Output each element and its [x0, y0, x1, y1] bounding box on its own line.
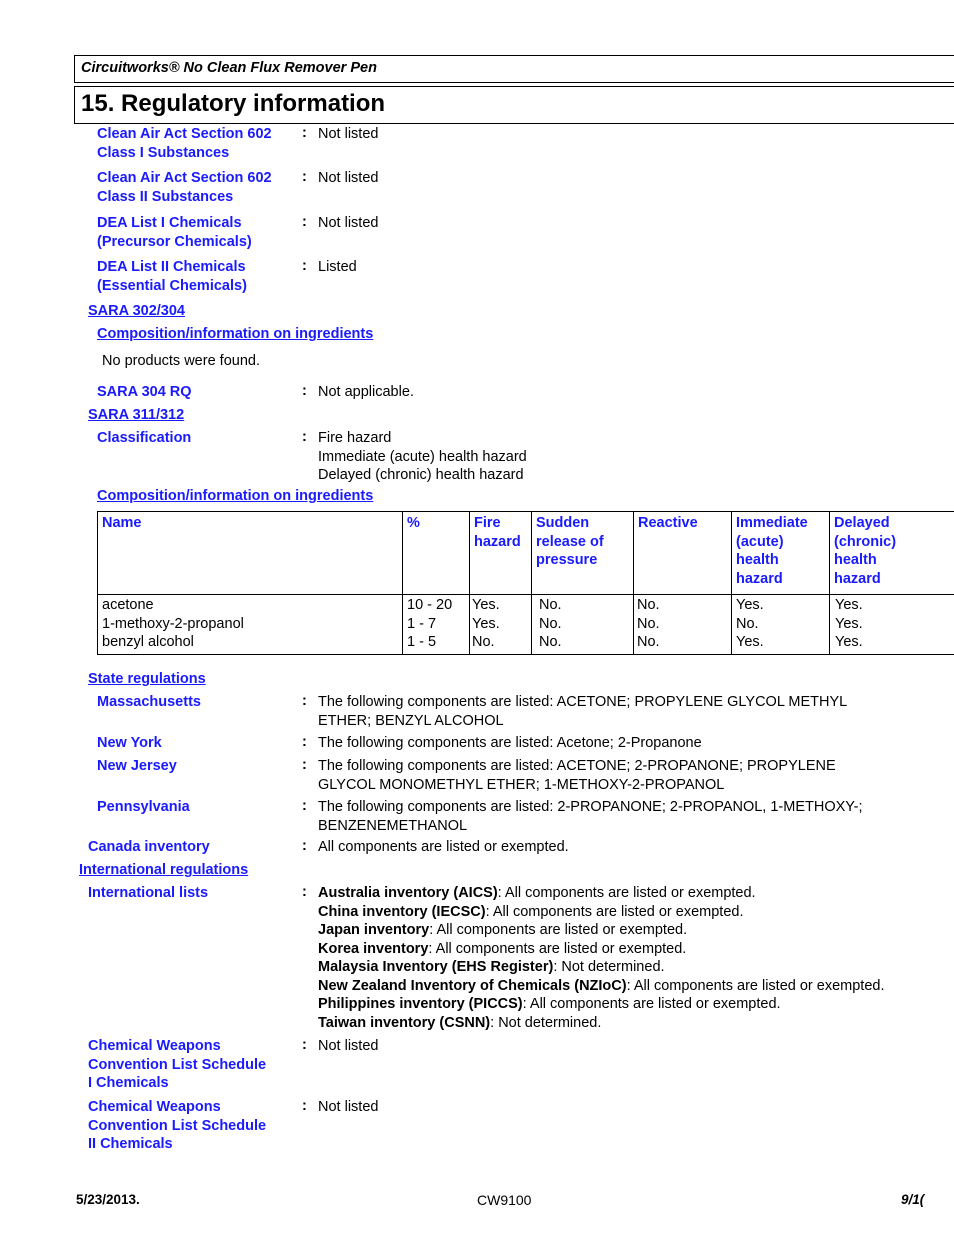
inventory-name: Korea inventory	[318, 940, 429, 957]
massachusetts-value	[318, 693, 847, 730]
header-line: health	[834, 552, 877, 568]
cell-percents	[403, 595, 470, 655]
inventory-status: : All components are listed or exempted.	[497, 885, 756, 901]
inventory-item	[318, 958, 885, 977]
inventory-name: China inventory (IECSC)	[318, 903, 486, 920]
value-line: BENZENEMETHANOL	[318, 817, 468, 834]
inventory-status: : Not determined.	[553, 959, 665, 975]
colon: :	[302, 125, 307, 141]
label-line: I Chemicals	[88, 1075, 169, 1091]
header-line: hazard	[834, 570, 881, 587]
header-line: (acute)	[736, 533, 784, 550]
dea-list-ii-label	[97, 258, 247, 295]
label-line: DEA List II Chemicals	[97, 259, 246, 275]
column-header-sudden-release	[532, 512, 634, 595]
label-line: Chemical Weapons	[88, 1099, 221, 1115]
composition-table	[97, 511, 954, 655]
header-line: Sudden	[536, 515, 590, 531]
label-line: Class I Substances	[97, 144, 230, 161]
colon: :	[302, 1098, 307, 1114]
inventory-status: : All components are listed or exempted.	[428, 940, 687, 957]
label-line: II Chemicals	[88, 1136, 173, 1152]
inventory-item	[318, 940, 885, 959]
inventory-name: Australia inventory (AICS)	[318, 885, 498, 901]
sara-311-composition-heading[interactable]: Composition/information on ingredients	[97, 488, 374, 504]
inventory-status: : Not determined.	[490, 1014, 602, 1031]
footer-page-number: 9/1(	[901, 1192, 925, 1207]
value-line: The following components are listed: 2-PROPANONE; 2-PROPANOL, 1-METHOXY-;	[318, 799, 863, 815]
header-line: %	[407, 515, 420, 531]
classification-value: Immediate (acute) health hazard	[318, 448, 527, 465]
no-products-text: No products were found.	[102, 353, 260, 369]
header-line: release of	[536, 533, 604, 550]
colon: :	[302, 734, 307, 750]
new-jersey-label: New Jersey	[97, 758, 177, 774]
label-line: Chemical Weapons	[88, 1038, 221, 1054]
colon: :	[302, 214, 307, 230]
inventory-item	[318, 903, 885, 922]
dea-list-ii-value: Listed	[318, 259, 357, 275]
footer-code: CW9100	[477, 1192, 532, 1208]
column-header-reactive	[634, 512, 732, 595]
canada-inventory-label: Canada inventory	[88, 839, 210, 855]
inventory-item	[318, 921, 885, 940]
colon: :	[302, 429, 307, 445]
cell-value: Yes.	[472, 597, 500, 613]
cell-value: No.	[637, 615, 660, 632]
colon: :	[302, 169, 307, 185]
colon: :	[302, 383, 307, 399]
header-line: health	[736, 552, 779, 568]
header-line: Delayed	[834, 515, 890, 531]
inventory-status: : All components are listed or exempted.	[485, 903, 744, 920]
new-york-value: The following components are listed: Acetone; 2-Propanone	[318, 735, 702, 751]
classification-label: Classification	[97, 430, 192, 446]
table-row	[98, 595, 954, 655]
label-line: Clean Air Act Section 602	[97, 126, 272, 142]
cwc-schedule-ii-label	[88, 1098, 266, 1154]
value-line: GLYCOL MONOMETHYL ETHER; 1-METHOXY-2-PROPANOL	[318, 776, 725, 793]
product-name: Circuitworks® No Clean Flux Remover Pen	[81, 60, 377, 76]
cell-value: No.	[637, 634, 660, 650]
cell-value: No.	[539, 615, 562, 632]
label-line: Convention List Schedule	[88, 1056, 267, 1073]
inventory-name: Taiwan inventory (CSNN)	[318, 1014, 491, 1031]
pennsylvania-label: Pennsylvania	[97, 799, 190, 815]
header-line: Name	[102, 515, 142, 531]
colon: :	[302, 884, 307, 900]
inventory-name: Malaysia Inventory (EHS Register)	[318, 959, 554, 975]
cell-value: No.	[637, 597, 660, 613]
column-header-percent	[403, 512, 470, 595]
cell-value: 1-methoxy-2-propanol	[102, 615, 244, 632]
cell-sudden-release	[532, 595, 634, 655]
international-lists-label: International lists	[88, 885, 209, 901]
cell-value: 10 - 20	[407, 597, 453, 613]
label-line: Clean Air Act Section 602	[97, 170, 272, 186]
cell-value: No.	[736, 615, 759, 632]
international-lists-values	[318, 884, 885, 1032]
canada-inventory-value: All components are listed or exempted.	[318, 839, 569, 855]
colon: :	[302, 258, 307, 274]
sara-304-rq-value: Not applicable.	[318, 384, 414, 400]
cell-reactive	[634, 595, 732, 655]
cell-value: No.	[539, 597, 562, 613]
label-line: DEA List I Chemicals	[97, 215, 242, 231]
value-line: The following components are listed: ACETONE; PROPYLENE GLYCOL METHYL	[318, 694, 848, 710]
cell-value: Yes.	[736, 597, 764, 613]
footer-date: 5/23/2013.	[76, 1192, 140, 1207]
sara-302-composition-heading[interactable]: Composition/information on ingredients	[97, 326, 374, 342]
inventory-status: : All components are listed or exempted.	[522, 996, 781, 1012]
cwc-schedule-i-label	[88, 1037, 266, 1093]
section-title: 15. Regulatory information	[81, 90, 386, 117]
value-line: ETHER; BENZYL ALCOHOL	[318, 712, 504, 729]
table-header-row	[98, 512, 954, 595]
caa-602-class-ii-value: Not listed	[318, 170, 379, 186]
cell-delayed-hazard	[830, 595, 954, 655]
inventory-status: : All components are listed or exempted.	[429, 922, 688, 938]
column-header-name	[98, 512, 403, 595]
cell-value: No.	[472, 634, 495, 650]
inventory-name: New Zealand Inventory of Chemicals (NZIoC)	[318, 977, 627, 994]
header-line: (chronic)	[834, 533, 897, 550]
inventory-name: Japan inventory	[318, 922, 430, 938]
inventory-item	[318, 1014, 885, 1033]
cell-value: Yes.	[835, 597, 863, 613]
massachusetts-label: Massachusetts	[97, 694, 201, 710]
sara-304-rq-label: SARA 304 RQ	[97, 384, 192, 400]
label-line: (Precursor Chemicals)	[97, 233, 252, 250]
colon: :	[302, 1037, 307, 1053]
caa-602-class-ii-label	[97, 169, 272, 206]
header-line: Reactive	[638, 515, 698, 531]
inventory-item	[318, 977, 885, 996]
colon: :	[302, 798, 307, 814]
inventory-item	[318, 884, 885, 903]
product-header	[74, 55, 954, 83]
header-line: hazard	[736, 570, 783, 587]
classification-value: Fire hazard	[318, 430, 392, 446]
dea-list-i-value: Not listed	[318, 215, 379, 231]
international-regulations-heading[interactable]: International regulations	[79, 862, 249, 878]
cell-immediate-hazard	[732, 595, 830, 655]
cell-value: Yes.	[736, 634, 764, 650]
cell-value: 1 - 7	[407, 615, 437, 632]
cell-value: No.	[539, 634, 562, 650]
label-line: Convention List Schedule	[88, 1117, 267, 1134]
inventory-name: Philippines inventory (PICCS)	[318, 996, 523, 1012]
column-header-fire-hazard	[470, 512, 532, 595]
cell-value: acetone	[102, 597, 154, 613]
label-line: Class II Substances	[97, 188, 234, 205]
inventory-item	[318, 995, 885, 1014]
sara-311-heading[interactable]: SARA 311/312	[88, 407, 185, 423]
header-line: hazard	[474, 533, 521, 550]
cell-value: Yes.	[472, 615, 500, 632]
caa-602-class-i-value: Not listed	[318, 126, 379, 142]
cell-value: 1 - 5	[407, 634, 437, 650]
pennsylvania-value	[318, 798, 862, 835]
value-line: The following components are listed: ACETONE; 2-PROPANONE; PROPYLENE	[318, 758, 836, 774]
cell-value: Yes.	[835, 615, 863, 632]
inventory-status: : All components are listed or exempted.	[626, 977, 885, 994]
header-line: Immediate	[736, 515, 808, 531]
section-header	[74, 86, 954, 124]
header-line: Fire	[474, 515, 501, 531]
dea-list-i-label	[97, 214, 252, 251]
state-regulations-heading[interactable]: State regulations	[88, 671, 206, 687]
classification-value: Delayed (chronic) health hazard	[318, 467, 524, 483]
sara-302-heading[interactable]: SARA 302/304	[88, 303, 185, 319]
header-line: pressure	[536, 552, 598, 568]
colon: :	[302, 757, 307, 773]
cell-value: benzyl alcohol	[102, 634, 194, 650]
caa-602-class-i-label	[97, 125, 272, 162]
cell-value: Yes.	[835, 634, 863, 650]
classification-values	[318, 429, 527, 485]
colon: :	[302, 693, 307, 709]
cell-fire-hazard	[470, 595, 532, 655]
colon: :	[302, 838, 307, 854]
cell-names	[98, 595, 403, 655]
cwc-schedule-i-value: Not listed	[318, 1038, 379, 1054]
column-header-immediate-hazard	[732, 512, 830, 595]
new-york-label: New York	[97, 735, 162, 751]
cwc-schedule-ii-value: Not listed	[318, 1099, 379, 1115]
column-header-delayed-hazard	[830, 512, 954, 595]
new-jersey-value	[318, 757, 836, 794]
label-line: (Essential Chemicals)	[97, 277, 247, 294]
